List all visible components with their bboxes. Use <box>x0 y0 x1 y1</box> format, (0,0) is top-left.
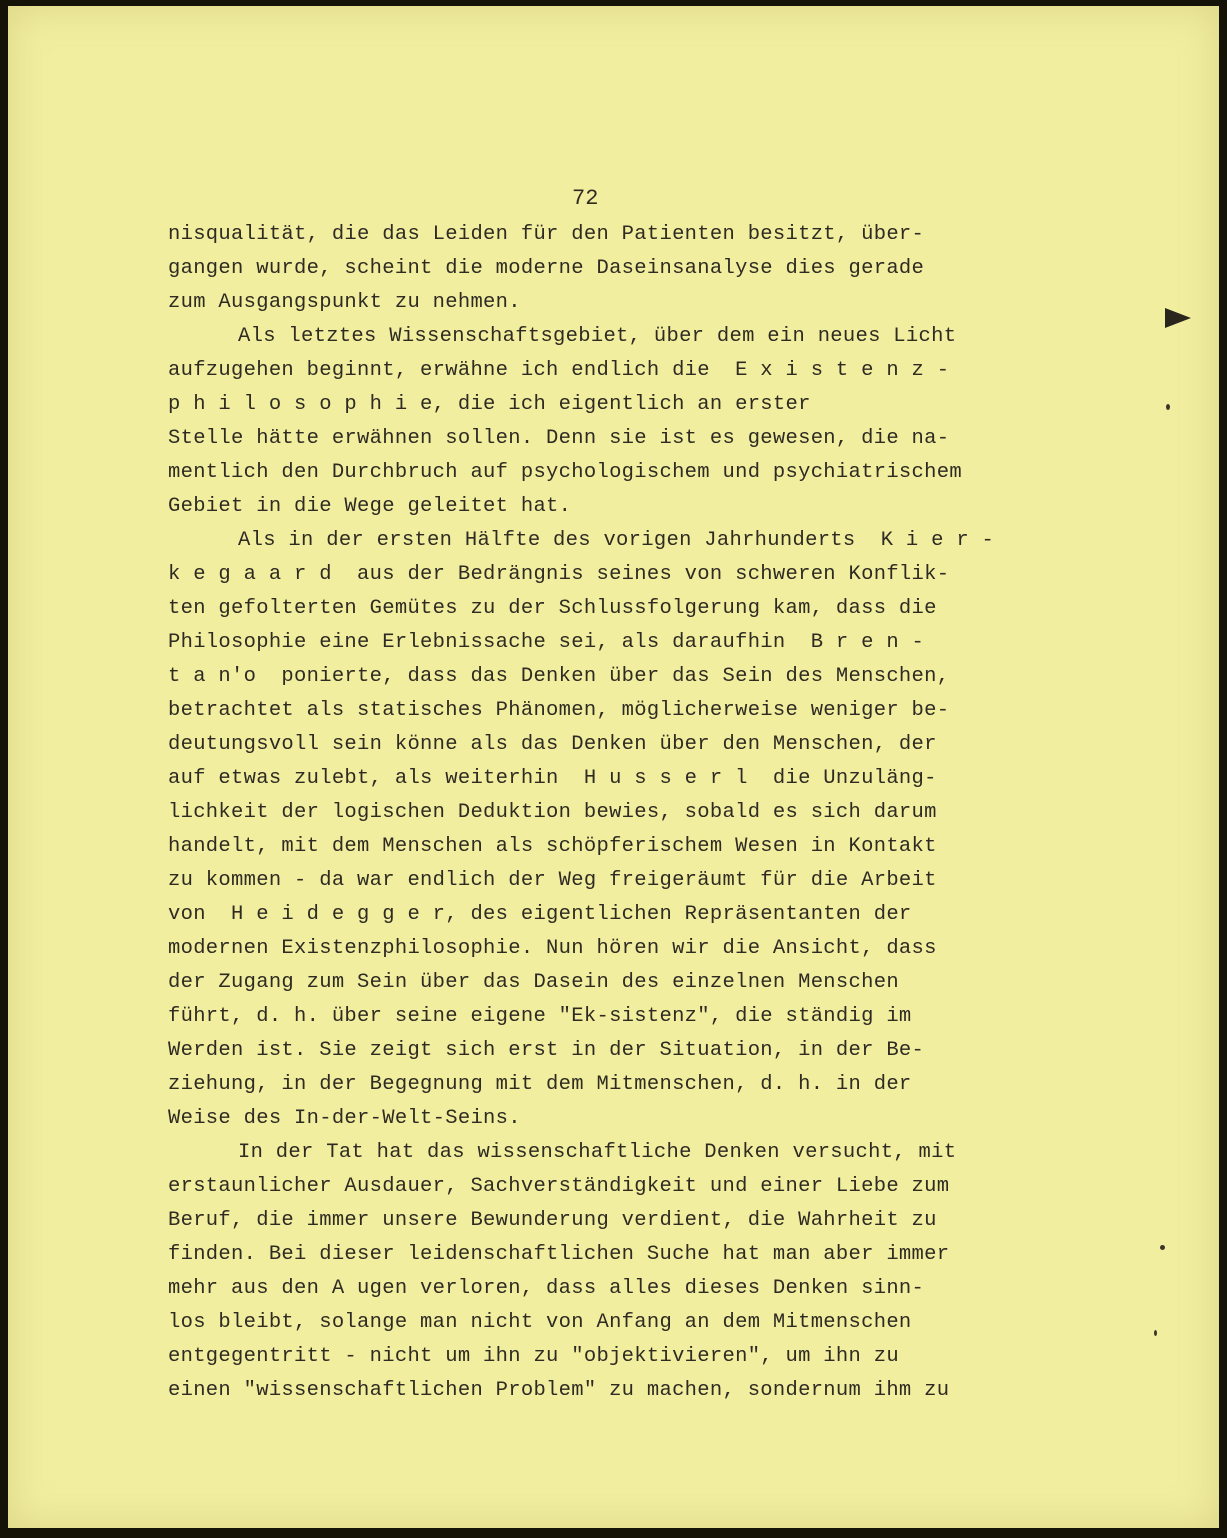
text-line: einen "wissenschaftlichen Problem" zu machen, sondernum ihm zu <box>168 1379 950 1402</box>
text-line: t a n'o ponierte, dass das Denken über das Sein des Menschen, <box>168 665 950 688</box>
text-line: los bleibt, solange man nicht von Anfang an dem Mitmenschen <box>168 1311 912 1334</box>
text-line: betrachtet als statisches Phänomen, möglicherweise weniger be- <box>168 699 950 722</box>
margin-speck <box>1154 1330 1157 1336</box>
page-number: 72 <box>572 186 599 211</box>
text-line: deutungsvoll sein könne als das Denken über den Menschen, der <box>168 733 937 756</box>
text-line: erstaunlicher Ausdauer, Sachverständigkeit und einer Liebe zum <box>168 1175 950 1198</box>
text-line: p h i l o s o p h i e, die ich eigentlich an erster <box>168 393 811 416</box>
text-line: mentlich den Durchbruch auf psychologischem und psychiatrischem <box>168 461 962 484</box>
text-line: mehr aus den A ugen verloren, dass alles dieses Denken sinn- <box>168 1277 925 1300</box>
text-line: von H e i d e g g e r, des eigentlichen Repräsentanten der <box>168 903 912 926</box>
text-line: Als letztes Wissenschaftsgebiet, über dem ein neues Licht <box>238 325 957 348</box>
text-line: nisqualität, die das Leiden für den Patienten besitzt, über- <box>168 223 925 246</box>
text-line: auf etwas zulebt, als weiterhin H u s s e r l die Unzuläng- <box>168 767 937 790</box>
text-line: gangen wurde, scheint die moderne Daseinsanalyse dies gerade <box>168 257 925 280</box>
text-line: Beruf, die immer unsere Bewunderung verdient, die Wahrheit zu <box>168 1209 937 1232</box>
text-line: finden. Bei dieser leidenschaftlichen Suche hat man aber immer <box>168 1243 950 1266</box>
text-line: ten gefolterten Gemütes zu der Schlussfolgerung kam, dass die <box>168 597 937 620</box>
text-line: In der Tat hat das wissenschaftliche Denken versucht, mit <box>238 1141 957 1164</box>
text-line: lichkeit der logischen Deduktion bewies, sobald es sich darum <box>168 801 937 824</box>
text-line: führt, d. h. über seine eigene "Ek-sistenz", die ständig im <box>168 1005 912 1028</box>
margin-speck <box>1160 1245 1165 1250</box>
text-line: aufzugehen beginnt, erwähne ich endlich die E x i s t e n z - <box>168 359 950 382</box>
text-line: ziehung, in der Begegnung mit dem Mitmenschen, d. h. in der <box>168 1073 912 1096</box>
text-line: handelt, mit dem Menschen als schöpferischem Wesen in Kontakt <box>168 835 937 858</box>
text-line: Weise des In-der-Welt-Seins. <box>168 1107 521 1130</box>
text-line: k e g a a r d aus der Bedrängnis seines von schweren Konflik- <box>168 563 950 586</box>
text-line: Als in der ersten Hälfte des vorigen Jahrhunderts K i e r - <box>238 529 995 552</box>
text-line: modernen Existenzphilosophie. Nun hören wir die Ansicht, dass <box>168 937 937 960</box>
text-line: zu kommen - da war endlich der Weg freigeräumt für die Arbeit <box>168 869 937 892</box>
text-line: zum Ausgangspunkt zu nehmen. <box>168 291 521 314</box>
text-line: Werden ist. Sie zeigt sich erst in der Situation, in der Be- <box>168 1039 925 1062</box>
text-line: Stelle hätte erwähnen sollen. Denn sie ist es gewesen, die na- <box>168 427 950 450</box>
margin-speck <box>1166 404 1170 410</box>
text-line: entgegentritt - nicht um ihn zu "objektivieren", um ihn zu <box>168 1345 899 1368</box>
typewritten-text <box>168 218 1068 1408</box>
text-line: Gebiet in die Wege geleitet hat. <box>168 495 572 518</box>
text-line: Philosophie eine Erlebnissache sei, als daraufhin B r e n - <box>168 631 925 654</box>
text-line: der Zugang zum Sein über das Dasein des einzelnen Menschen <box>168 971 899 994</box>
margin-arrow-icon <box>1165 308 1191 328</box>
